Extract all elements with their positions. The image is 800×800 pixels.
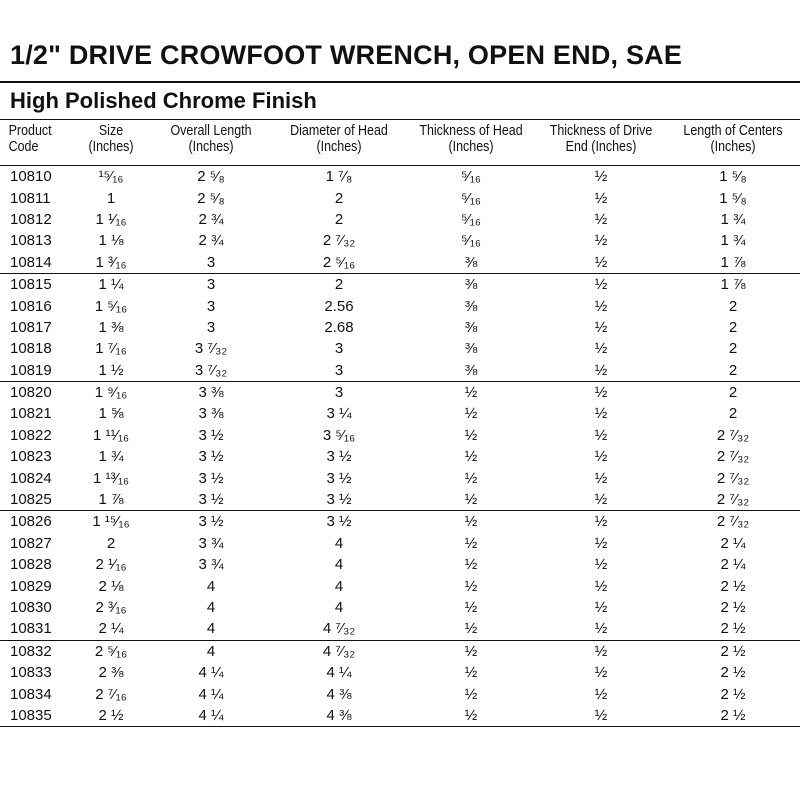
cell-size: 1 ¾ <box>98 448 124 466</box>
cell-size: 1 ⅜ <box>98 318 124 336</box>
cell-diameter-of-head: 4 ¼ <box>326 664 352 682</box>
table-row <box>0 338 800 359</box>
cell-product-code: 10817 <box>10 318 52 336</box>
cell-size: 2 ¹⁄₁₆ <box>95 556 127 574</box>
cell-size: 1 ⅝ <box>98 405 124 423</box>
table-row <box>0 662 800 683</box>
table-header-row <box>0 123 800 166</box>
cell-product-code: 10835 <box>0 705 72 727</box>
cell-diameter-of-head: 4 <box>334 577 344 595</box>
table-row <box>0 446 800 467</box>
cell-length-of-centers: 2 ¼ <box>720 556 746 574</box>
table-row <box>0 295 800 316</box>
cell-thickness-of-head: ⁵⁄₁₆ <box>461 168 481 186</box>
cell-diameter-of-head: 3 ⁵⁄₁₆ <box>322 426 356 444</box>
header-product-code: Product Code <box>0 123 62 166</box>
cell-diameter-of-head: 4 <box>334 599 344 616</box>
cell-length-of-centers: 2 <box>728 340 738 358</box>
cell-length-of-centers: 2 ½ <box>720 577 746 595</box>
cell-length-of-centers: 2 ½ <box>666 705 800 727</box>
cell-thickness-of-drive-end: ½ <box>594 599 608 616</box>
cell-thickness-of-drive-end: ½ <box>594 405 608 423</box>
cell-length-of-centers: 2 ½ <box>720 685 746 703</box>
cell-overall-length: 3 <box>206 318 216 336</box>
cell-size: 1 ⁹⁄₁₆ <box>94 384 128 402</box>
cell-thickness-of-drive-end: ½ <box>594 232 608 250</box>
table-row <box>0 597 800 618</box>
cell-overall-length: 4 <box>206 599 216 616</box>
cell-product-code: 10823 <box>10 448 52 466</box>
cell-size: 2 <box>106 534 116 552</box>
table-row <box>0 618 800 640</box>
cell-diameter-of-head: 4 <box>334 556 344 574</box>
title-rule <box>0 81 800 83</box>
cell-length-of-centers: 1 ¾ <box>720 232 746 250</box>
cell-thickness-of-head: ⁵⁄₁₆ <box>461 189 481 207</box>
cell-length-of-centers: 2 <box>666 360 800 382</box>
cell-length-of-centers: 1 ⁵⁄₈ <box>719 168 747 186</box>
cell-product-code: 10814 <box>0 252 72 274</box>
cell-length-of-centers: 2 ¼ <box>720 534 746 552</box>
table-row <box>0 533 800 554</box>
cell-product-code: 10833 <box>10 664 52 682</box>
cell-overall-length: 4 <box>150 618 272 640</box>
cell-length-of-centers: 2 ⁷⁄₃₂ <box>716 469 750 487</box>
cell-diameter-of-head: 4 ⁷⁄₃₂ <box>322 642 356 660</box>
table-row <box>0 554 800 575</box>
cell-thickness-of-drive-end: ½ <box>594 534 608 552</box>
cell-size: 2 ⅜ <box>98 664 124 682</box>
cell-thickness-of-head: ½ <box>464 448 478 466</box>
cell-overall-length: 4 ¼ <box>198 685 224 703</box>
cell-thickness-of-head: ⅜ <box>406 252 536 274</box>
cell-product-code: 10818 <box>10 340 52 358</box>
cell-product-code: 10824 <box>10 469 52 487</box>
table-row <box>0 166 800 188</box>
cell-overall-length: 2 ⁵⁄₈ <box>197 168 225 186</box>
cell-overall-length: 4 ¼ <box>150 705 272 727</box>
cell-size: 1 ⅛ <box>98 232 124 250</box>
cell-diameter-of-head: 3 <box>334 384 344 402</box>
cell-thickness-of-drive-end: ½ <box>594 426 608 444</box>
table-row <box>0 360 800 382</box>
table-row <box>0 209 800 230</box>
header-thickness-of-drive-end: Thickness of Drive End (Inches) <box>545 123 657 166</box>
header-size: Size (Inches) <box>77 123 144 166</box>
spec-table <box>0 123 800 727</box>
cell-overall-length: 2 ¾ <box>198 232 224 250</box>
cell-diameter-of-head: 3 ½ <box>326 469 352 487</box>
cell-overall-length: 3 ½ <box>198 448 224 466</box>
table-row <box>0 230 800 251</box>
cell-length-of-centers: 2 ½ <box>720 664 746 682</box>
cell-length-of-centers: 1 ¾ <box>720 210 746 228</box>
cell-diameter-of-head: 2 <box>334 189 344 207</box>
cell-thickness-of-head: ½ <box>406 489 536 511</box>
cell-overall-length: 4 <box>206 577 216 595</box>
cell-length-of-centers: 2 ½ <box>666 618 800 640</box>
cell-product-code: 10822 <box>10 426 52 444</box>
cell-thickness-of-head: ½ <box>406 618 536 640</box>
cell-product-code: 10834 <box>10 685 52 703</box>
cell-thickness-of-drive-end: ½ <box>594 276 608 294</box>
cell-thickness-of-head: ½ <box>464 405 478 423</box>
cell-thickness-of-drive-end: ½ <box>594 556 608 574</box>
table-row <box>0 381 800 403</box>
cell-product-code: 10820 <box>10 384 52 402</box>
table-row <box>0 705 800 727</box>
cell-overall-length: 3 <box>206 276 216 294</box>
cell-product-code: 10815 <box>10 276 52 294</box>
cell-length-of-centers: 2 ½ <box>720 642 746 660</box>
cell-length-of-centers: 1 ⅞ <box>666 252 800 274</box>
cell-thickness-of-drive-end: ½ <box>594 642 608 660</box>
cell-length-of-centers: 2 <box>728 384 738 402</box>
cell-product-code: 10819 <box>0 360 72 382</box>
cell-thickness-of-head: ⅜ <box>406 360 536 382</box>
cell-thickness-of-head: ½ <box>464 685 478 703</box>
cell-diameter-of-head: 2 ⁵⁄₁₆ <box>272 252 406 274</box>
cell-diameter-of-head: 3 ½ <box>272 489 406 511</box>
cell-overall-length: 2 ⁵⁄₈ <box>197 189 225 207</box>
cell-thickness-of-drive-end: ½ <box>594 384 608 402</box>
cell-overall-length: 3 ½ <box>198 513 224 531</box>
cell-length-of-centers: 2 <box>728 405 738 423</box>
table-row <box>0 273 800 295</box>
cell-overall-length: 3 ½ <box>198 426 224 444</box>
cell-diameter-of-head: 3 <box>272 360 406 382</box>
cell-size: 1 ¹³⁄₁₆ <box>92 469 130 487</box>
cell-size: 1 ⁷⁄₁₆ <box>95 340 127 358</box>
cell-thickness-of-drive-end: ½ <box>594 297 608 315</box>
cell-size: 2 ⅛ <box>98 577 124 595</box>
table-row <box>0 489 800 511</box>
header-thickness-of-head: Thickness of Head (Inches) <box>415 123 527 166</box>
cell-thickness-of-head: ½ <box>464 384 478 402</box>
header-length-of-centers: Length of Centers (Inches) <box>675 123 790 166</box>
cell-thickness-of-drive-end: ½ <box>536 489 666 511</box>
cell-length-of-centers: 2 <box>728 297 738 315</box>
cell-thickness-of-head: ½ <box>464 642 478 660</box>
table-row <box>0 683 800 704</box>
cell-length-of-centers: 2 ⁷⁄₃₂ <box>716 448 750 466</box>
cell-product-code: 10825 <box>0 489 72 511</box>
cell-size: 2 ½ <box>72 705 150 727</box>
cell-thickness-of-head: ½ <box>464 513 478 531</box>
cell-thickness-of-drive-end: ½ <box>536 618 666 640</box>
cell-diameter-of-head: 4 <box>334 534 344 552</box>
cell-diameter-of-head: 4 ⅜ <box>272 705 406 727</box>
cell-product-code: 10830 <box>10 599 52 616</box>
cell-overall-length: 3 <box>150 252 272 274</box>
cell-thickness-of-drive-end: ½ <box>536 705 666 727</box>
cell-product-code: 10831 <box>0 618 72 640</box>
table-body <box>0 166 800 727</box>
cell-size: 2 ³⁄₁₆ <box>95 599 127 616</box>
cell-diameter-of-head: 3 ½ <box>326 513 352 531</box>
header-overall-length: Overall Length (Inches) <box>159 123 264 166</box>
cell-thickness-of-drive-end: ½ <box>594 469 608 487</box>
cell-thickness-of-head: ½ <box>464 534 478 552</box>
cell-length-of-centers: 2 ½ <box>720 599 746 616</box>
cell-thickness-of-drive-end: ½ <box>594 513 608 531</box>
header-rule <box>0 119 800 120</box>
table-row <box>0 575 800 596</box>
cell-thickness-of-drive-end: ½ <box>536 360 666 382</box>
cell-length-of-centers: 1 ⅞ <box>720 276 746 294</box>
cell-thickness-of-drive-end: ½ <box>594 168 608 186</box>
cell-thickness-of-head: ½ <box>464 664 478 682</box>
cell-thickness-of-head: ⅜ <box>464 318 478 336</box>
cell-length-of-centers: 2 ⁷⁄₃₂ <box>716 426 750 444</box>
cell-overall-length: 3 ¾ <box>198 556 224 574</box>
page-subtitle: High Polished Chrome Finish <box>10 88 317 113</box>
cell-diameter-of-head: 2 <box>334 210 344 228</box>
cell-thickness-of-head: ⅜ <box>464 297 478 315</box>
cell-thickness-of-drive-end: ½ <box>594 664 608 682</box>
cell-thickness-of-head: ½ <box>464 469 478 487</box>
cell-size: 2 ¼ <box>72 618 150 640</box>
cell-overall-length: 3 ⁷⁄₃₂ <box>194 340 228 358</box>
cell-size: 2 ⁵⁄₁₆ <box>94 642 128 660</box>
cell-overall-length: 2 ¾ <box>198 210 224 228</box>
cell-diameter-of-head: 2 <box>334 276 344 294</box>
cell-size: 1 ½ <box>72 360 150 382</box>
cell-overall-length: 4 <box>206 642 216 660</box>
cell-overall-length: 3 ⅜ <box>198 405 224 423</box>
table-row <box>0 403 800 424</box>
cell-product-code: 10813 <box>10 232 52 250</box>
cell-size: 1 ¹⁄₁₆ <box>95 210 127 228</box>
cell-thickness-of-drive-end: ½ <box>594 340 608 358</box>
cell-product-code: 10828 <box>10 556 52 574</box>
cell-diameter-of-head: 1 ⁷⁄₈ <box>325 168 353 186</box>
cell-diameter-of-head: 4 ⅜ <box>326 685 352 703</box>
cell-size: 1 <box>106 189 116 207</box>
cell-thickness-of-drive-end: ½ <box>594 210 608 228</box>
cell-thickness-of-head: ½ <box>464 599 478 616</box>
table-row <box>0 252 800 274</box>
table-row <box>0 187 800 208</box>
cell-overall-length: 4 ¼ <box>198 664 224 682</box>
cell-thickness-of-head: ½ <box>464 577 478 595</box>
cell-thickness-of-drive-end: ½ <box>594 318 608 336</box>
cell-diameter-of-head: 3 <box>334 340 344 358</box>
table-row <box>0 640 800 662</box>
cell-product-code: 10810 <box>10 168 52 186</box>
table-row <box>0 511 800 533</box>
cell-length-of-centers: 2 <box>728 318 738 336</box>
cell-thickness-of-head: ½ <box>464 426 478 444</box>
table-row <box>0 317 800 338</box>
cell-thickness-of-head: ½ <box>406 705 536 727</box>
cell-thickness-of-head: ½ <box>464 556 478 574</box>
cell-thickness-of-head: ⅜ <box>464 276 478 294</box>
cell-size: 1 ¼ <box>98 276 124 294</box>
cell-thickness-of-head: ⁵⁄₁₆ <box>461 210 481 228</box>
cell-thickness-of-drive-end: ½ <box>594 685 608 703</box>
cell-thickness-of-head: ⅜ <box>464 340 478 358</box>
table-row <box>0 425 800 446</box>
cell-length-of-centers: 2 ⁷⁄₃₂ <box>666 489 800 511</box>
cell-thickness-of-drive-end: ½ <box>594 448 608 466</box>
cell-product-code: 10821 <box>10 405 52 423</box>
cell-overall-length: 3 ⅜ <box>198 384 224 402</box>
cell-thickness-of-drive-end: ½ <box>594 577 608 595</box>
cell-product-code: 10812 <box>10 210 52 228</box>
cell-diameter-of-head: 2.56 <box>324 297 354 315</box>
cell-overall-length: 3 ¾ <box>198 534 224 552</box>
cell-product-code: 10832 <box>10 642 52 660</box>
cell-diameter-of-head: 2 ⁷⁄₃₂ <box>322 232 356 250</box>
cell-thickness-of-head: ⁵⁄₁₆ <box>461 232 481 250</box>
cell-overall-length: 3 ½ <box>150 489 272 511</box>
cell-product-code: 10816 <box>10 297 52 315</box>
page-title: 1/2" DRIVE CROWFOOT WRENCH, OPEN END, SAE <box>10 40 683 70</box>
cell-diameter-of-head: 3 ½ <box>326 448 352 466</box>
cell-thickness-of-drive-end: ½ <box>536 252 666 274</box>
cell-overall-length: 3 <box>206 297 216 315</box>
cell-size: 1 ³⁄₁₆ <box>72 252 150 274</box>
cell-product-code: 10829 <box>10 577 52 595</box>
header-diameter-of-head: Diameter of Head (Inches) <box>281 123 396 166</box>
cell-size: 2 ⁷⁄₁₆ <box>95 685 127 703</box>
cell-size: 1 ¹¹⁄₁₆ <box>92 426 130 444</box>
cell-product-code: 10827 <box>10 534 52 552</box>
cell-overall-length: 3 ⁷⁄₃₂ <box>150 360 272 382</box>
cell-length-of-centers: 2 ⁷⁄₃₂ <box>716 513 750 531</box>
table-row <box>0 467 800 488</box>
cell-diameter-of-head: 4 ⁷⁄₃₂ <box>272 618 406 640</box>
cell-size: 1 ⁵⁄₁₆ <box>94 297 128 315</box>
cell-overall-length: 3 ½ <box>198 469 224 487</box>
cell-product-code: 10811 <box>10 189 51 207</box>
cell-length-of-centers: 1 ⁵⁄₈ <box>719 189 747 207</box>
cell-size: 1 ⅞ <box>72 489 150 511</box>
cell-diameter-of-head: 3 ¼ <box>326 405 352 423</box>
cell-product-code: 10826 <box>10 513 52 531</box>
cell-size: 1 ¹⁵⁄₁₆ <box>92 513 130 531</box>
cell-thickness-of-drive-end: ½ <box>594 189 608 207</box>
cell-size: ¹⁵⁄₁₆ <box>98 168 124 186</box>
cell-diameter-of-head: 2.68 <box>324 318 354 336</box>
